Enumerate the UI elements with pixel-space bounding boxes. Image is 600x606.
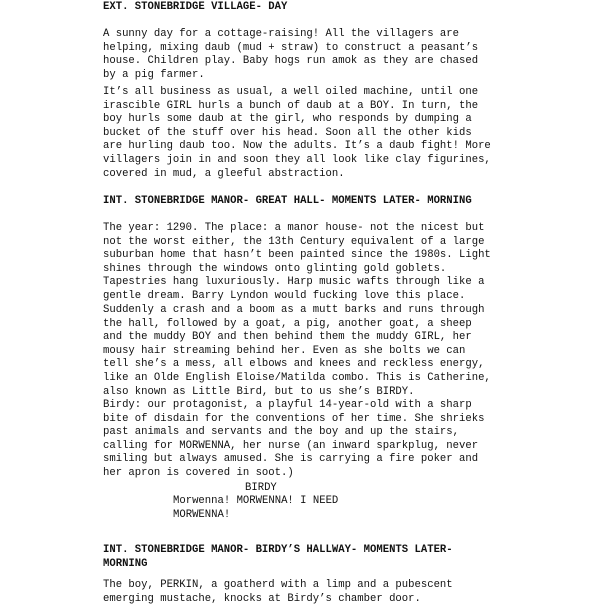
character-cue: BIRDY: [245, 482, 277, 494]
scene-heading-2: INT. STONEBRIDGE MANOR- GREAT HALL- MOMENTS LATER- MORNING: [103, 195, 472, 207]
dialogue-text: Morwenna! MORWENNA! I NEED MORWENNA!: [173, 495, 339, 521]
action-paragraph: Suddenly a crash and a boom as a mutt barks and runs through the hall, followed by a goat, a pig, another goat, a sheep and the muddy BOY and then behind them the muddy GIRL, her mousy hair streaming behind her. Even as she bolts we can tell she’s a mess, all elbows and knees and reckless energy, like an Olde English Eloise/Matilda combo. This is Catherine, also known as Little Bird, but to us she’s BIRDY.: [103, 304, 491, 398]
action-paragraph: The boy, PERKIN, a goatherd with a limp and a pubescent emerging mustache, knocks at Birdy’s chamber door.: [103, 579, 453, 605]
scene-heading-3: INT. STONEBRIDGE MANOR- BIRDY’S HALLWAY- MOMENTS LATER- MORNING: [103, 544, 453, 570]
action-paragraph: Birdy: our protagonist, a playful 14-year-old with a sharp bite of disdain for the conventions of her time. She shrieks past animals and servants and the boy and up the stairs, calling for MORWENNA, her nurse (an inward sparkplug, never smiling but always amused. She is carrying a fire poker and her apron is covered in soot.): [103, 399, 485, 479]
action-paragraph: A sunny day for a cottage-raising! All the villagers are helping, mixing daub (mud + straw) to construct a peasant’s house. Children play. Baby hogs run amok as they are chased by a pig farmer.: [103, 28, 479, 81]
action-paragraph: It’s all business as usual, a well oiled machine, until one irascible GIRL hurls a bunch of daub at a BOY. In turn, the boy hurls some daub at the girl, who responds by dumping a bucket of the stuff over his head. Soon all the other kids are hurling daub too. Now the adults. It’s a daub fight! More villagers join in and soon they all look like clay figurines, covered in mud, a gleeful abstraction.: [103, 86, 491, 180]
scene-heading-1: EXT. STONEBRIDGE VILLAGE- DAY: [103, 1, 288, 13]
action-paragraph: The year: 1290. The place: a manor house- not the nicest but not the worst either, the 13th Century equivalent of a large suburban home that hasn’t been painted since the 1980s. Light shines through the windows onto glinting gold goblets. Tapestries hang luxuriously. Harp music wafts through like a gentle dream. Barry Lyndon would fucking love this place.: [103, 222, 491, 302]
